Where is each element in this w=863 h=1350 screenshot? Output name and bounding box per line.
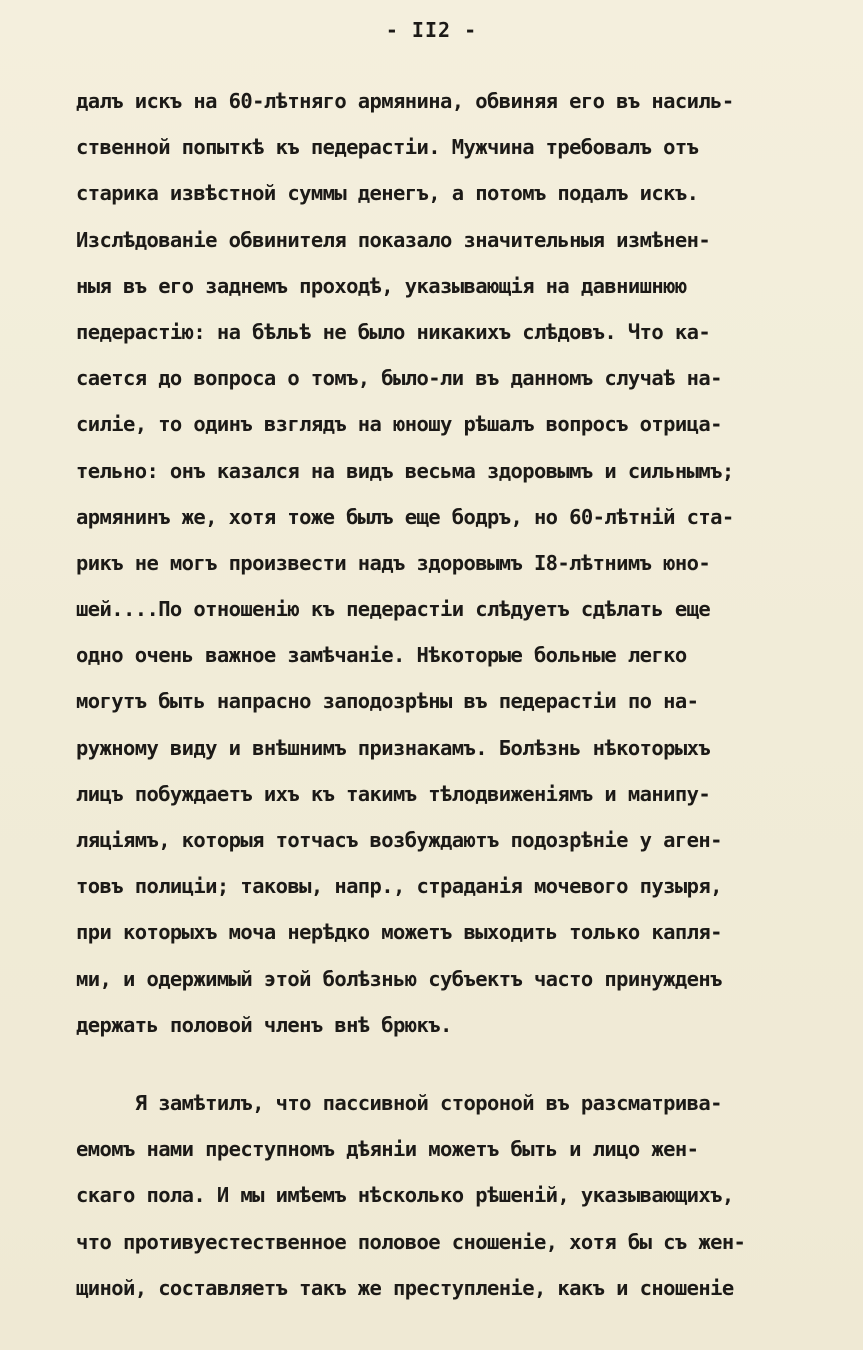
text-line: емомъ нами преступномъ дѣяніи можетъ быть и лицо жен- <box>76 1137 699 1162</box>
paragraph-1 <box>0 78 863 1048</box>
text-line: армянинъ же, хотя тоже былъ еще бодръ, но 60-лѣтній ста- <box>76 504 734 529</box>
text-line: скаго пола. И мы имѣемъ нѣсколько рѣшеній, указывающихъ, <box>76 1183 734 1208</box>
text-line: сается до вопроса о томъ, было-ли въ данномъ случаѣ на- <box>76 366 722 391</box>
page-number: - II2 - <box>385 18 478 42</box>
text-line: товъ полиціи; таковы, напр., страданія мочевого пузыря, <box>76 874 722 899</box>
text-line: ружному виду и внѣшнимъ признакамъ. Болѣзнь нѣкоторыхъ <box>76 735 711 760</box>
text-line: тельно: онъ казался на видъ весьма здоровымъ и сильнымъ; <box>76 458 734 483</box>
text-line: лицъ побуждаетъ ихъ къ такимъ тѣлодвиженіямъ и манипу- <box>76 781 711 806</box>
text-line: ми, и одержимый этой болѣзнью субъектъ часто принужденъ <box>76 966 722 991</box>
text-line: одно очень важное замѣчаніе. Нѣкоторые больные легко <box>76 643 687 668</box>
text-line: рикъ не могъ произвести надъ здоровымъ I8-лѣтнимъ юно- <box>76 550 711 575</box>
text-line: что противуестественное половое сношеніе, хотя бы съ жен- <box>76 1229 746 1254</box>
text-line: щиной, составляетъ такъ же преступленіе, какъ и сношеніе <box>76 1275 734 1300</box>
text-line: могутъ быть напрасно заподозрѣны въ педерастіи по на- <box>76 689 699 714</box>
text-line: Я замѣтилъ, что пассивной стороной въ разсматрива- <box>76 1090 722 1115</box>
text-line: держать половой членъ внѣ брюкъ. <box>76 1012 452 1037</box>
paragraph-2 <box>0 1080 863 1311</box>
text-line: ственной попыткѣ къ педерастіи. Мужчина требовалъ отъ <box>76 135 699 160</box>
text-line: далъ искъ на 60-лѣтняго армянина, обвиняя его въ насиль- <box>76 89 734 113</box>
text-line: педерастію: на бѣльѣ не было никакихъ слѣдовъ. Что ка- <box>76 319 711 344</box>
body-text <box>0 78 863 1311</box>
text-line: силіе, то одинъ взглядъ на юношу рѣшалъ вопросъ отрица- <box>76 412 722 437</box>
text-line: шей....По отношенію къ педерастіи слѣдуетъ сдѣлать еще <box>76 597 711 622</box>
text-line: ляціямъ, которыя тотчасъ возбуждаютъ подозрѣніе у аген- <box>76 828 722 852</box>
text-line: при которыхъ моча нерѣдко можетъ выходить только капля- <box>76 920 722 945</box>
text-line: Изслѣдованіе обвинителя показало значительныя измѣнен- <box>76 227 711 252</box>
text-line: старика извѣстной суммы денегъ, а потомъ подалъ искъ. <box>76 181 699 206</box>
text-line: ныя въ его заднемъ проходѣ, указывающія на давнишнюю <box>76 273 687 298</box>
paragraph-gap <box>0 1048 863 1080</box>
